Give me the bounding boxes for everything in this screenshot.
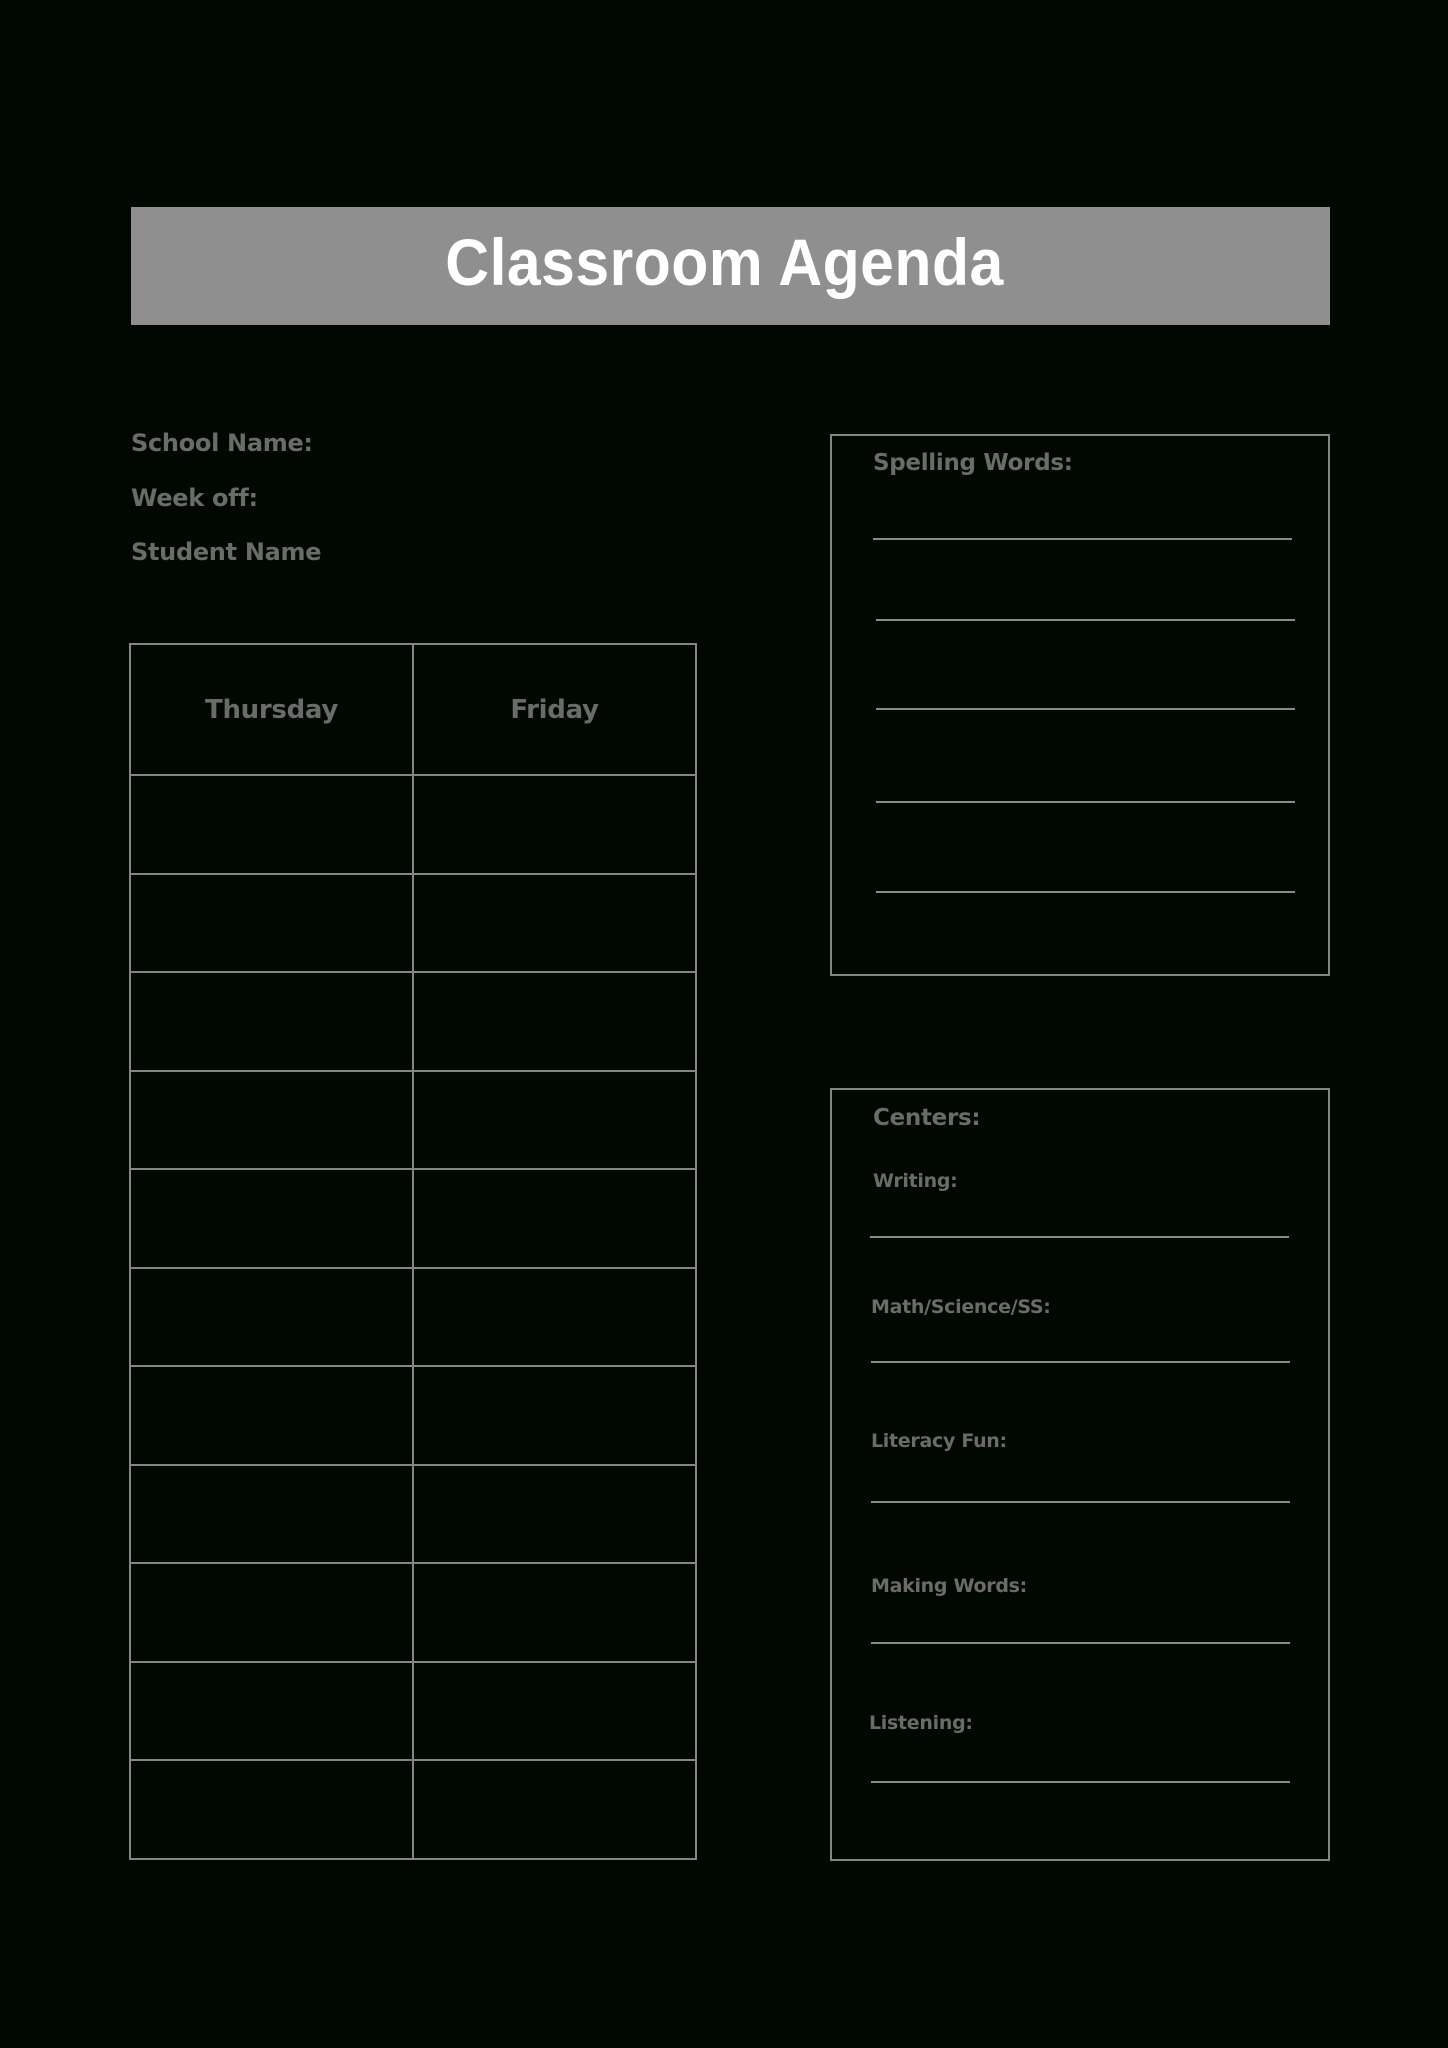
listening-line[interactable] [871, 1781, 1290, 1783]
column-header-thursday: Thursday [130, 644, 413, 775]
spelling-word-line[interactable] [876, 708, 1295, 710]
table-row [130, 1169, 696, 1268]
friday-cell[interactable] [413, 1662, 696, 1761]
centers-heading: Centers: [873, 1105, 981, 1131]
thursday-cell[interactable] [130, 1071, 413, 1170]
table-row [130, 1366, 696, 1465]
thursday-cell[interactable] [130, 1169, 413, 1268]
student-name-label: Student Name [131, 538, 322, 566]
center-label-math-science-ss: Math/Science/SS: [871, 1296, 1051, 1318]
spelling-word-line[interactable] [873, 538, 1292, 540]
schedule-table [129, 643, 697, 1860]
spelling-word-line[interactable] [876, 619, 1295, 621]
thursday-cell[interactable] [130, 972, 413, 1071]
friday-cell[interactable] [413, 1268, 696, 1367]
math-science-ss-line[interactable] [871, 1361, 1290, 1363]
writing-line[interactable] [870, 1236, 1289, 1238]
thursday-cell[interactable] [130, 874, 413, 973]
page-title: Classroom Agenda [445, 225, 1004, 299]
thursday-cell[interactable] [130, 1662, 413, 1761]
literacy-fun-line[interactable] [871, 1501, 1290, 1503]
thursday-cell[interactable] [130, 775, 413, 874]
center-label-making-words: Making Words: [871, 1575, 1027, 1597]
making-words-line[interactable] [871, 1642, 1290, 1644]
friday-cell[interactable] [413, 775, 696, 874]
table-header-row [130, 644, 696, 775]
friday-cell[interactable] [413, 1071, 696, 1170]
week-off-label: Week off: [131, 484, 258, 512]
center-label-literacy-fun: Literacy Fun: [871, 1430, 1007, 1452]
friday-cell[interactable] [413, 1366, 696, 1465]
friday-cell[interactable] [413, 1169, 696, 1268]
spelling-words-box [830, 434, 1330, 976]
thursday-cell[interactable] [130, 1760, 413, 1859]
title-banner [131, 207, 1330, 325]
thursday-cell[interactable] [130, 1366, 413, 1465]
school-name-label: School Name: [131, 429, 313, 457]
spelling-word-line[interactable] [876, 891, 1295, 893]
friday-cell[interactable] [413, 1563, 696, 1662]
table-row [130, 1465, 696, 1564]
friday-cell[interactable] [413, 1465, 696, 1564]
table-row [130, 1563, 696, 1662]
table-row [130, 1071, 696, 1170]
table-row [130, 874, 696, 973]
friday-cell[interactable] [413, 874, 696, 973]
table-row [130, 972, 696, 1071]
thursday-cell[interactable] [130, 1268, 413, 1367]
thursday-cell[interactable] [130, 1465, 413, 1564]
table-row [130, 1268, 696, 1367]
center-label-writing: Writing: [873, 1170, 958, 1192]
friday-cell[interactable] [413, 1760, 696, 1859]
column-header-friday: Friday [413, 644, 696, 775]
table-row [130, 1760, 696, 1859]
table-row [130, 1662, 696, 1761]
table-row [130, 775, 696, 874]
friday-cell[interactable] [413, 972, 696, 1071]
spelling-words-heading: Spelling Words: [873, 450, 1073, 476]
spelling-word-line[interactable] [876, 801, 1295, 803]
centers-box [830, 1088, 1330, 1861]
thursday-cell[interactable] [130, 1563, 413, 1662]
center-label-listening: Listening: [869, 1712, 973, 1734]
